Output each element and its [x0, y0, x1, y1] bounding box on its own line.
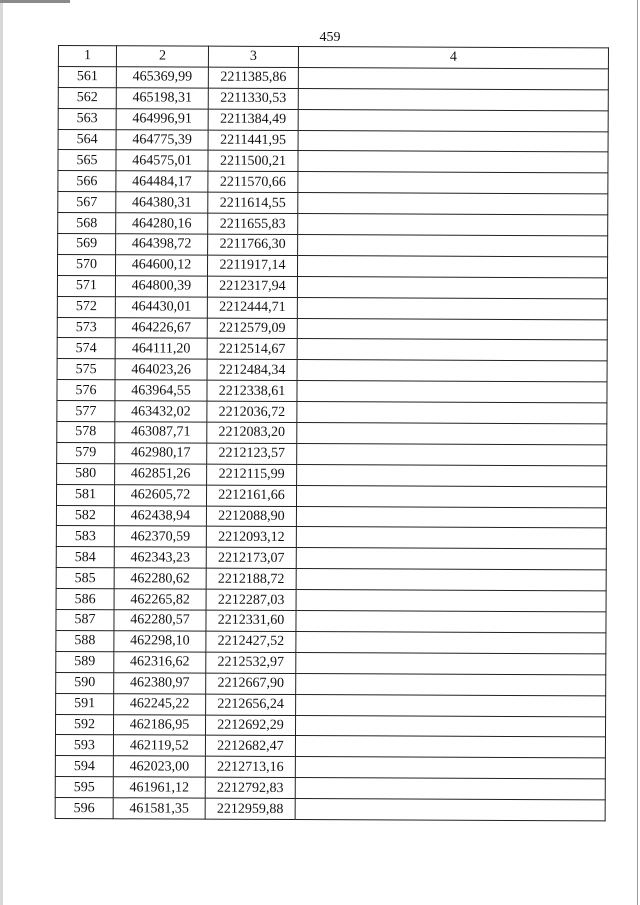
table-cell-col1: 596 — [55, 798, 113, 819]
table-cell-col3: 2212682,47 — [205, 736, 295, 757]
table-cell-col4 — [296, 694, 606, 716]
table-header-row — [58, 46, 608, 69]
table-cell-col2: 464398,72 — [116, 234, 208, 255]
table-row — [58, 87, 608, 110]
table-cell-col1: 595 — [55, 777, 113, 798]
table-cell-col3: 2212083,20 — [207, 422, 297, 443]
table-cell-col4 — [298, 67, 608, 89]
table-row — [55, 798, 605, 821]
table-cell-col1: 594 — [55, 756, 113, 777]
table-cell-col1: 571 — [57, 275, 115, 296]
table-cell-col2: 462980,17 — [115, 443, 207, 464]
table-cell-col1: 588 — [56, 630, 114, 651]
table-cell-col2: 465198,31 — [116, 88, 208, 109]
table-cell-col1: 580 — [57, 463, 115, 484]
table-cell-col2: 464775,39 — [116, 129, 208, 150]
table-cell-col1: 567 — [58, 192, 116, 213]
table-cell-col2: 462245,22 — [114, 693, 206, 714]
table-cell-col3: 2212667,90 — [206, 673, 296, 694]
table-cell-col2: 464226,67 — [115, 317, 207, 338]
table-cell-col2: 461581,35 — [113, 798, 205, 819]
table-row — [57, 463, 607, 486]
table-cell-col1: 563 — [58, 108, 116, 129]
table-cell-col2: 463964,55 — [115, 380, 207, 401]
table-row — [58, 129, 608, 152]
table-row — [58, 150, 608, 173]
table-cell-col2: 462280,57 — [114, 610, 206, 631]
table-row — [58, 108, 608, 131]
table-cell-col2: 462851,26 — [115, 464, 207, 485]
table-row — [57, 380, 607, 403]
table-cell-col4 — [298, 235, 608, 257]
table-cell-col2: 462380,97 — [114, 672, 206, 693]
table-cell-col2: 464996,91 — [116, 108, 208, 129]
table-cell-col1: 579 — [57, 442, 115, 463]
table-cell-col2: 463432,02 — [115, 401, 207, 422]
table-cell-col1: 562 — [58, 87, 116, 108]
table-cell-col1: 575 — [57, 359, 115, 380]
scan-edge-left — [0, 0, 3, 905]
table-row — [58, 234, 608, 257]
table-cell-col1: 584 — [56, 547, 114, 568]
table-cell-col1: 564 — [58, 129, 116, 150]
table-cell-col1: 583 — [56, 526, 114, 547]
table-cell-col1: 578 — [57, 422, 115, 443]
table-cell-col3: 2211570,66 — [208, 171, 298, 192]
table-cell-col1: 587 — [56, 610, 114, 631]
table-cell-col2: 462343,23 — [114, 547, 206, 568]
table-cell-col1: 573 — [57, 317, 115, 338]
table-cell-col3: 2212713,16 — [205, 756, 295, 777]
table-cell-col4 — [295, 736, 605, 758]
table-cell-col1: 572 — [57, 296, 115, 317]
table-cell-col4 — [296, 652, 606, 674]
scan-edge-right — [637, 0, 638, 905]
table-cell-col2: 464600,12 — [115, 255, 207, 276]
table-cell-col4 — [298, 109, 608, 131]
table-cell-col1: 570 — [57, 254, 115, 275]
table-cell-col2: 462186,95 — [113, 714, 205, 735]
scan-edge-top — [0, 0, 70, 3]
table-row — [57, 401, 607, 424]
table-cell-col4 — [296, 590, 606, 612]
table-cell-col4 — [297, 318, 607, 340]
table-body — [55, 66, 608, 820]
table-cell-col4 — [297, 443, 607, 465]
table-row — [56, 610, 606, 633]
table-cell-col4 — [295, 778, 605, 800]
table-cell-col2: 462265,82 — [114, 589, 206, 610]
table-cell-col4 — [295, 757, 605, 779]
table-cell-col3: 2212115,99 — [207, 464, 297, 485]
table-row — [57, 442, 607, 465]
table-cell-col3: 2212317,94 — [207, 276, 297, 297]
table-cell-col4 — [295, 799, 605, 821]
table-cell-col4 — [296, 611, 606, 633]
table-cell-col4 — [296, 673, 606, 695]
table-row — [57, 317, 607, 340]
column-header-4: 4 — [298, 47, 608, 69]
table-cell-col3: 2212514,67 — [207, 339, 297, 360]
table-cell-col3: 2211385,86 — [208, 67, 298, 88]
table-row — [55, 756, 605, 779]
table-cell-col1: 569 — [58, 234, 116, 255]
table-cell-col4 — [297, 464, 607, 486]
table-row — [58, 171, 608, 194]
table-cell-col1: 561 — [58, 66, 116, 87]
table-cell-col1: 590 — [56, 672, 114, 693]
table-cell-col2: 462438,94 — [114, 505, 206, 526]
table-cell-col3: 2211384,49 — [208, 109, 298, 130]
table-cell-col4 — [297, 402, 607, 424]
table-cell-col3: 2212173,07 — [206, 548, 296, 569]
table-cell-col4 — [296, 569, 606, 591]
table-row — [56, 547, 606, 570]
table-cell-col2: 462605,72 — [114, 484, 206, 505]
table-cell-col3: 2212088,90 — [206, 506, 296, 527]
table-cell-col3: 2211500,21 — [208, 151, 298, 172]
table-row — [56, 651, 606, 674]
table-cell-col3: 2212287,03 — [206, 589, 296, 610]
table-cell-col4 — [298, 193, 608, 215]
table-row — [57, 422, 607, 445]
table-cell-col2: 462316,62 — [114, 652, 206, 673]
table-cell-col1: 577 — [57, 401, 115, 422]
table-cell-col4 — [297, 360, 607, 382]
table-row — [58, 213, 608, 236]
table-row — [56, 568, 606, 591]
table-row — [58, 66, 608, 89]
table-cell-col4 — [298, 130, 608, 152]
table-cell-col4 — [298, 88, 608, 110]
table-cell-col3: 2212959,88 — [205, 798, 295, 819]
table-cell-col4 — [296, 506, 606, 528]
table-cell-col2: 464111,20 — [115, 338, 207, 359]
table-cell-col2: 462370,59 — [114, 526, 206, 547]
table-row — [55, 777, 605, 800]
table-cell-col3: 2212036,72 — [207, 401, 297, 422]
table-row — [56, 589, 606, 612]
table-cell-col3: 2212656,24 — [206, 694, 296, 715]
table-row — [57, 338, 607, 361]
table-cell-col4 — [296, 485, 606, 507]
table-cell-col2: 461961,12 — [113, 777, 205, 798]
table-cell-col3: 2212123,57 — [207, 443, 297, 464]
table-cell-col1: 566 — [58, 171, 116, 192]
table-cell-col4 — [298, 151, 608, 173]
column-header-3: 3 — [208, 46, 298, 67]
table-row — [55, 735, 605, 758]
table-cell-col2: 464023,26 — [115, 359, 207, 380]
column-header-2: 2 — [116, 46, 208, 67]
table-cell-col2: 462119,52 — [113, 735, 205, 756]
table-cell-col2: 464575,01 — [116, 150, 208, 171]
table-cell-col3: 2212427,52 — [206, 631, 296, 652]
table-cell-col1: 589 — [56, 651, 114, 672]
table-cell-col2: 462023,00 — [113, 756, 205, 777]
table-cell-col2: 464800,39 — [115, 276, 207, 297]
table-row — [55, 714, 605, 737]
table-cell-col2: 462298,10 — [114, 631, 206, 652]
table-cell-col4 — [297, 381, 607, 403]
table-cell-col4 — [297, 255, 607, 277]
table-row — [56, 672, 606, 695]
table-cell-col3: 2211441,95 — [208, 130, 298, 151]
table-cell-col3: 2211614,55 — [208, 192, 298, 213]
table-cell-col2: 464280,16 — [116, 213, 208, 234]
table-row — [56, 693, 606, 716]
table-row — [57, 296, 607, 319]
column-header-1: 1 — [58, 46, 116, 67]
table-cell-col4 — [297, 339, 607, 361]
table-cell-col2: 462280,62 — [114, 568, 206, 589]
table-cell-col3: 2212484,34 — [207, 360, 297, 381]
table-cell-col3: 2212792,83 — [205, 777, 295, 798]
table-cell-col2: 463087,71 — [115, 422, 207, 443]
table-cell-col1: 581 — [56, 484, 114, 505]
table-cell-col4 — [296, 527, 606, 549]
table-cell-col1: 592 — [55, 714, 113, 735]
table-cell-col3: 2212444,71 — [207, 297, 297, 318]
table-cell-col4 — [296, 631, 606, 653]
table-cell-col1: 586 — [56, 589, 114, 610]
table-cell-col3: 2212161,66 — [206, 485, 296, 506]
table-cell-col1: 568 — [58, 213, 116, 234]
table-cell-col1: 582 — [56, 505, 114, 526]
table-cell-col3: 2211655,83 — [208, 213, 298, 234]
table-cell-col3: 2212579,09 — [207, 318, 297, 339]
table-cell-col2: 464484,17 — [116, 171, 208, 192]
table-cell-col4 — [297, 423, 607, 445]
table-row — [58, 192, 608, 215]
page-number: 459 — [319, 30, 341, 45]
table-row — [56, 526, 606, 549]
table-cell-col3: 2212331,60 — [206, 610, 296, 631]
table-cell-col4 — [297, 276, 607, 298]
table-row — [57, 254, 607, 277]
table-cell-col1: 576 — [57, 380, 115, 401]
table-cell-col4 — [298, 214, 608, 236]
table-cell-col3: 2211917,14 — [207, 255, 297, 276]
table-cell-col4 — [296, 548, 606, 570]
table-row — [57, 359, 607, 382]
table-cell-col4 — [298, 172, 608, 194]
table-cell-col1: 591 — [56, 693, 114, 714]
table-cell-col3: 2211330,53 — [208, 88, 298, 109]
table-row — [56, 484, 606, 507]
table-cell-col3: 2212188,72 — [206, 568, 296, 589]
table-cell-col2: 465369,99 — [116, 67, 208, 88]
table-cell-col1: 593 — [55, 735, 113, 756]
table-cell-col3: 2212338,61 — [207, 380, 297, 401]
table-row — [56, 505, 606, 528]
table-cell-col1: 574 — [57, 338, 115, 359]
table-cell-col3: 2211766,30 — [208, 234, 298, 255]
table-cell-col1: 585 — [56, 568, 114, 589]
table-row — [56, 630, 606, 653]
table-cell-col2: 464380,31 — [116, 192, 208, 213]
coordinates-table — [55, 45, 609, 821]
table-cell-col4 — [297, 297, 607, 319]
table-cell-col1: 565 — [58, 150, 116, 171]
table-cell-col3: 2212532,97 — [206, 652, 296, 673]
table-cell-col3: 2212692,29 — [205, 715, 295, 736]
table-cell-col4 — [295, 715, 605, 737]
table-cell-col3: 2212093,12 — [206, 527, 296, 548]
table-cell-col2: 464430,01 — [115, 296, 207, 317]
table-row — [57, 275, 607, 298]
